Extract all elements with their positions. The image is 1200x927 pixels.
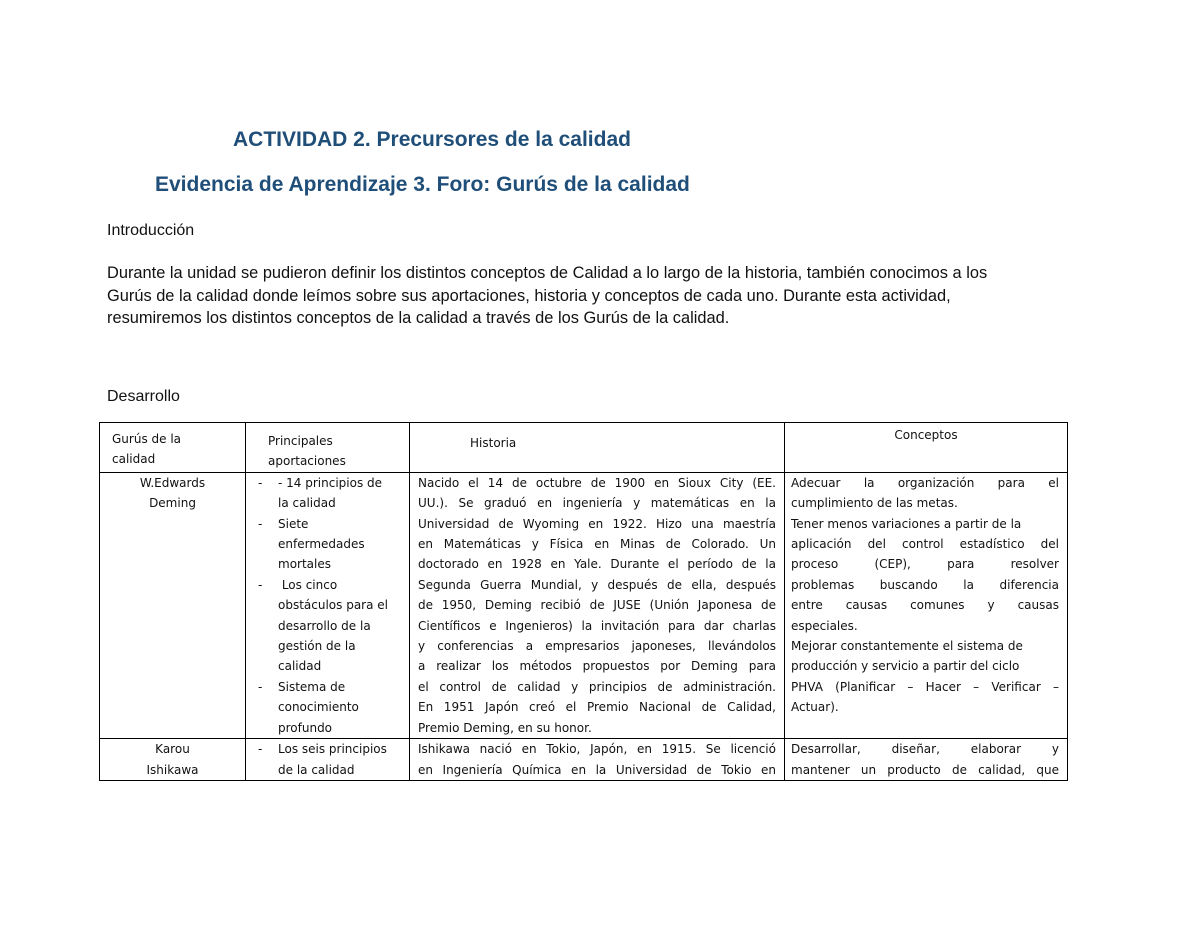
table-row [100,739,1068,781]
list-item: - Siete enfermedades mortales [246,514,405,575]
contributions-list [246,473,409,738]
page-title: ACTIVIDAD 2. Precursores de la calidad [233,128,631,151]
intro-line: Gurús de la calidad donde leímos sobre sus aportaciones, historia y conceptos de cada uno. Durante esta actividad, [107,286,951,305]
concepts-cell: Adecuar la organización para el cumplimiento de las metas. Tener menos variaciones a partir de la aplicación del control estadístico del proceso (CEP), para resolver problemas buscando la diferencia entre causas comunes y causas especiales. Mejorar constantemente el sistema de producción y servicio a partir del ciclo PHVA (Planificar – Hacer – Verificar – Actuar). [785,472,1068,738]
header-contributions: Principales aportaciones [246,423,410,473]
intro-line: Durante la unidad se pudieron definir los distintos conceptos de Calidad a lo largo de la historia, también conocimos a los [107,264,988,282]
table-row [100,472,1068,738]
list-item: - Los seis principios de la calidad [246,739,405,780]
guru-name-cell: Karou Ishikawa [100,739,246,781]
history-cell: Ishikawa nació en Tokio, Japón, en 1915. Se licenció en Ingeniería Química en la Universidad de Tokio en [410,739,785,781]
header-gurus: Gurús de la calidad [100,423,246,473]
list-item: - Los cinco obstáculos para el desarrollo de la gestión de la calidad [246,575,405,677]
contributions-cell [246,739,410,781]
page-subtitle: Evidencia de Aprendizaje 3. Foro: Gurús de la calidad [155,173,690,196]
guru-name-cell: W.Edwards Deming [100,472,246,738]
gurus-table [99,422,1068,781]
header-concepts: Conceptos [785,423,1068,473]
list-item: - - 14 principios de la calidad [246,473,405,514]
concepts-cell: Desarrollar, diseñar, elaborar y mantener un producto de calidad, que [785,739,1068,781]
history-cell: Nacido el 14 de octubre de 1900 en Sioux City (EE. UU.). Se graduó en ingeniería y matemáticas en la Universidad de Wyoming en 1922. Hizo una maestría en Matemáticas y Física en Minas de Colorado. Un doctorado en 1928 en Yale. Durante el período de la Segunda Guerra Mundial, y después de ella, después de 1950, Deming recibió de JUSE (Unión Japonesa de Científicos e Ingenieros) la invitación para dar charlas y conferencias a empresarios japoneses, llevándolos a realizar los métodos propuestos por Deming para el control de calidad y principios de administración. En 1951 Japón creó el Premio Nacional de Calidad, Premio Deming, en su honor. [410,472,785,738]
intro-line: resumiremos los distintos conceptos de la calidad a través de los Gurús de la calidad. [107,309,730,327]
table-header-row [100,423,1068,473]
header-history: Historia [410,423,785,473]
development-heading: Desarrollo [107,388,180,405]
list-item: - Sistema de conocimiento profundo [246,677,405,738]
contributions-cell [246,472,410,738]
contributions-list [246,739,409,780]
intro-paragraph [107,262,1097,330]
intro-heading: Introducción [107,222,195,239]
